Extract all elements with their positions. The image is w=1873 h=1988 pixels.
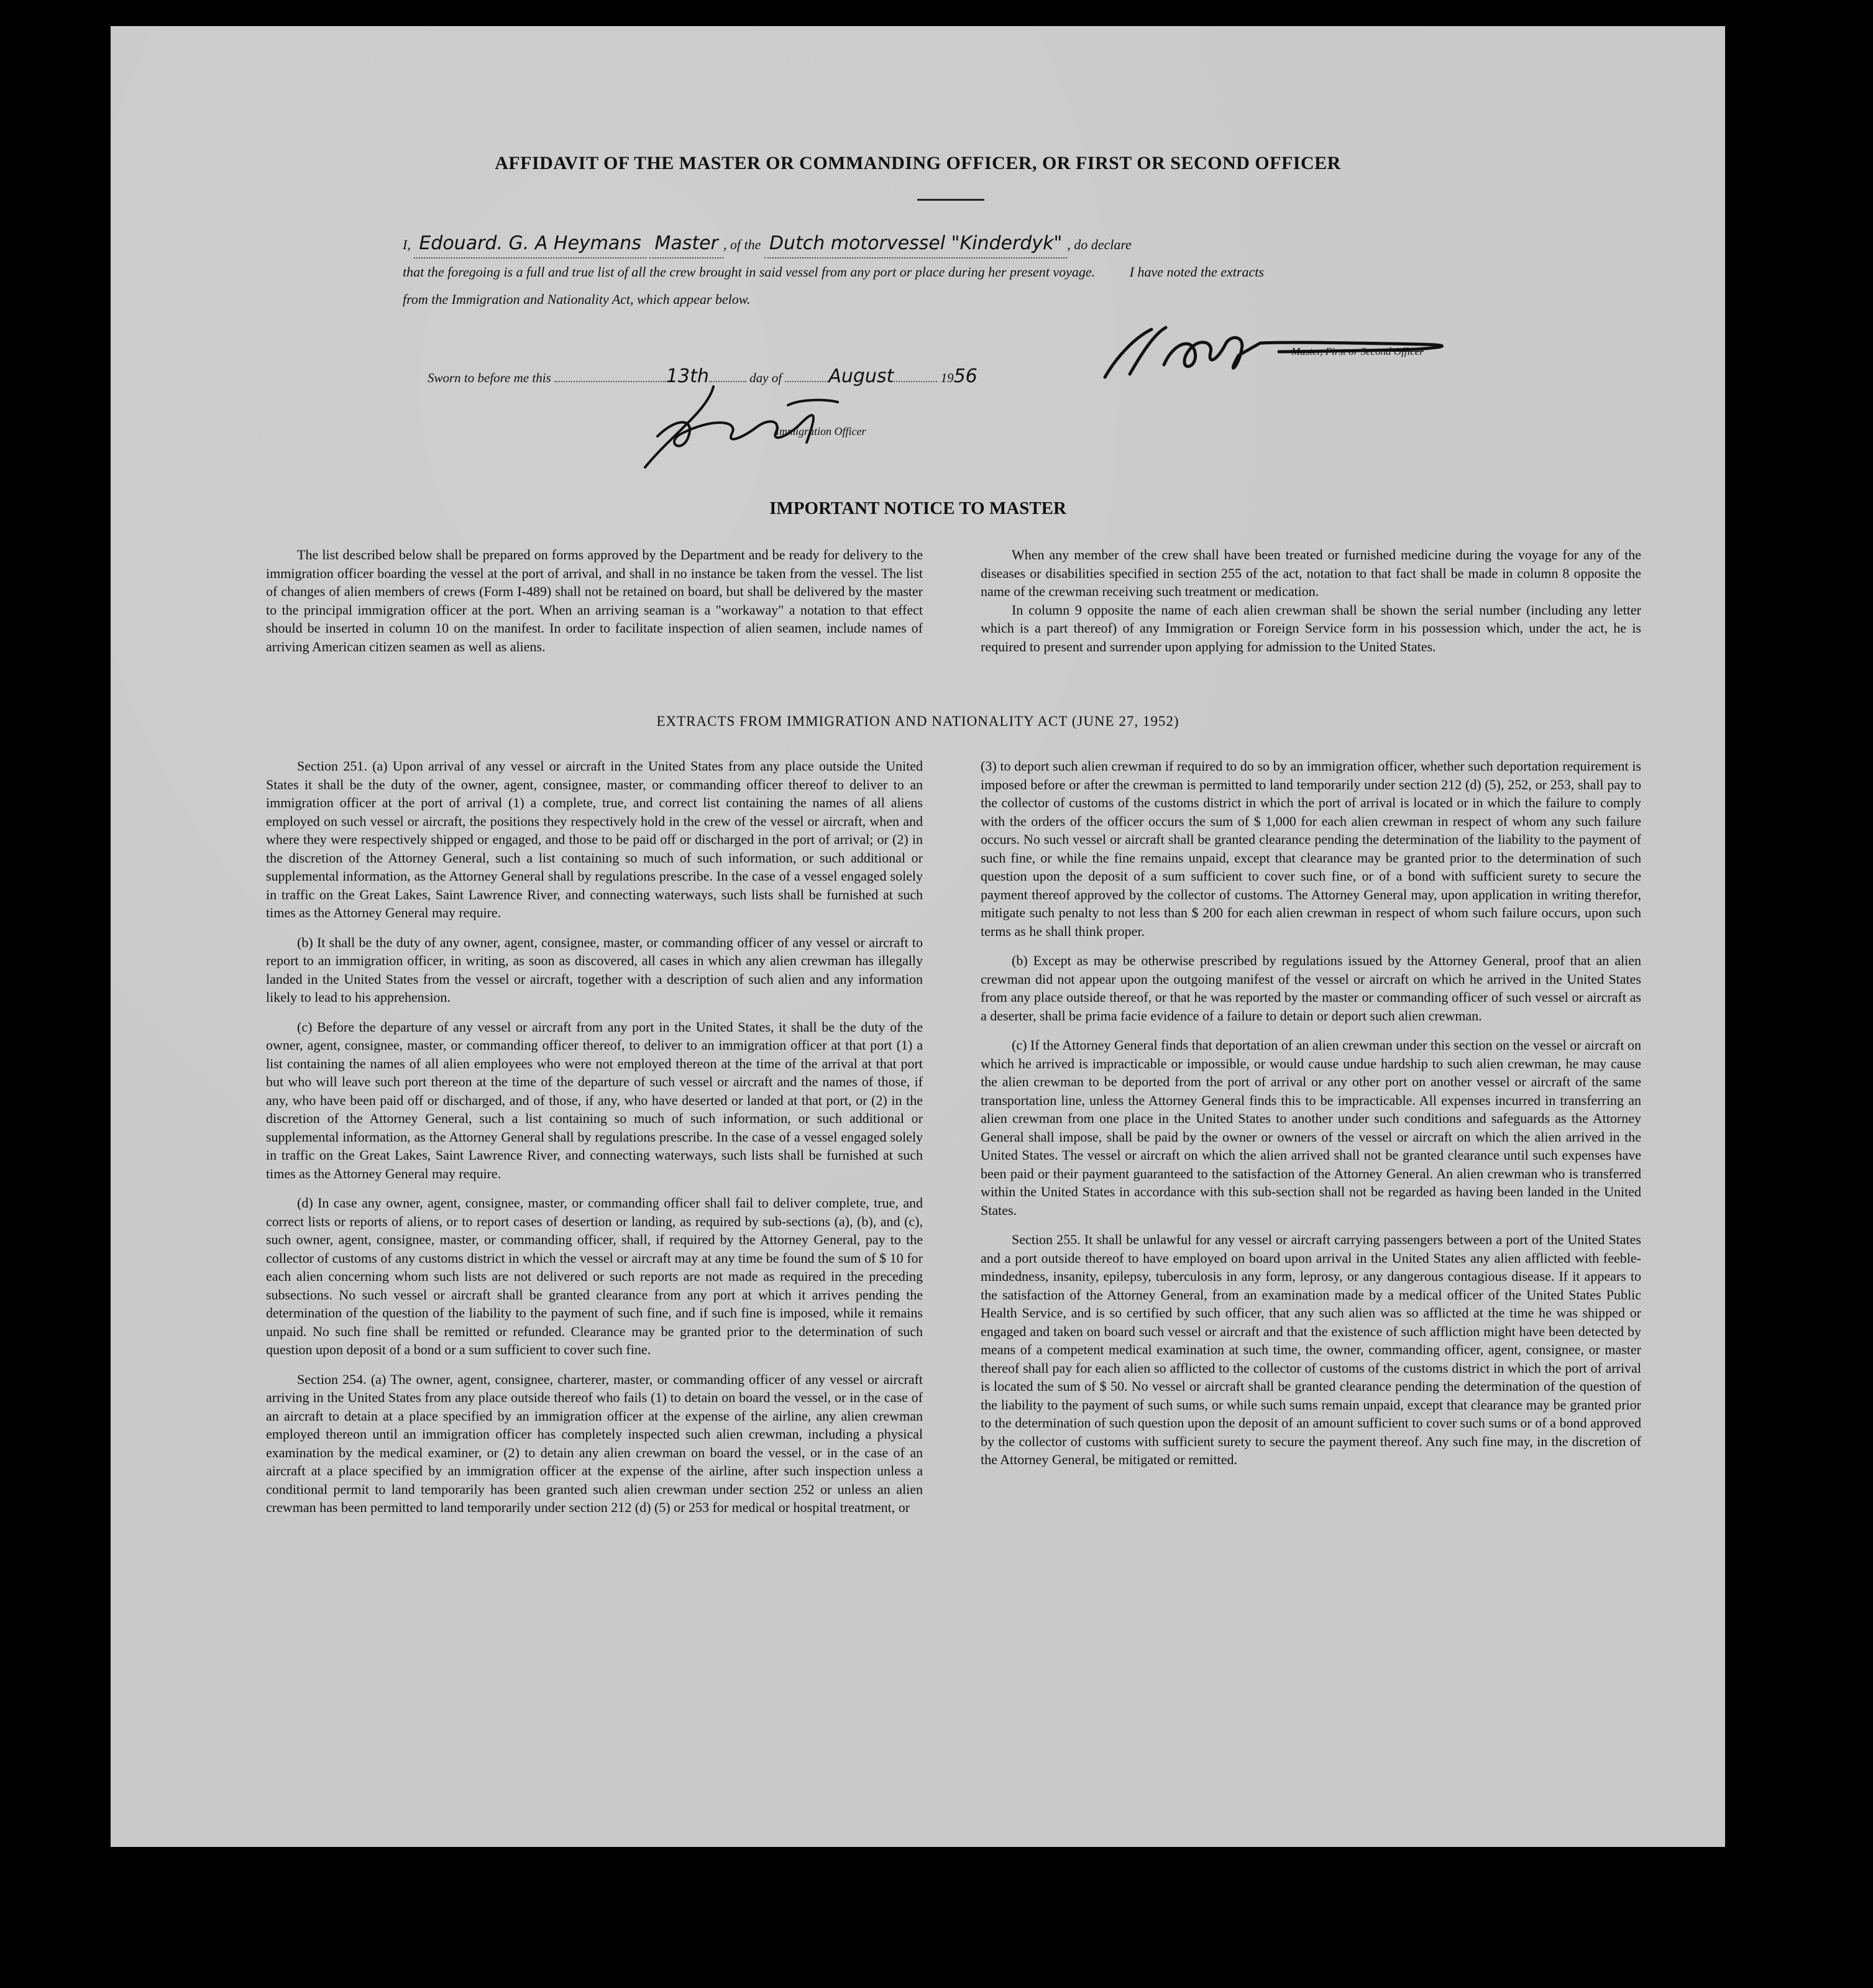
extracts-right-column <box>981 757 1641 1480</box>
binder-hole <box>1750 181 1780 211</box>
extract-paragraph: (c) Before the departure of any vessel or aircraft from any port in the United States, it shall be the duty of the owner, agent, consignee, master, or commanding officer thereof, to deliver to an immigration officer at that port (1) a list containing the names of all alien employees who were not employed thereon at the time of the arrival at that port but who will leave such port thereon at the time of the departure of such vessel or aircraft and the names of those, if any, who have been paid off or discharged, and of those, if any, who have deserted or landed at that port, or (2) in the discretion of the Attorney General, such a list containing so much of such information, or such additional or supplemental information, as the Attorney General shall by regulations prescribe. In the case of a vessel engaged solely in traffic on the Great Lakes, Saint Lawrence River, and connecting waterways, such lists shall be furnished at such times as the Attorney General may require. <box>266 1019 923 1181</box>
sworn-prefix: Sworn to before me this <box>428 370 551 385</box>
immigration-officer-signature <box>620 374 993 474</box>
binder-hole <box>1751 1629 1781 1659</box>
extract-paragraph: (d) In case any owner, agent, consignee, master, or commanding officer shall fail to deliver complete, true, and correct lists or reports of aliens, or to report cases of desertion or landing, as required by sub-sections (a), (b), and (c), such owner, agent, consignee, master, or commanding officer, shall, if required by the Attorney General, pay to the collector of customs of any customs district in which the vessel or aircraft may at any time be found the sum of $ 10 for each alien concerning whom such lists are not delivered or such reports are not made as required in the preceding subsections. No such vessel or aircraft shall be granted clearance from any port at which it arrives pending the determination of the question of the liability to the payment of such fine, and if such fine is imposed, while it remains unpaid. No such fine shall be remitted or refunded. Clearance may be granted prior to the determination of such question upon deposit of a bond or a sum sufficient to cover such fine. <box>266 1195 923 1357</box>
binder-hole <box>1751 1381 1781 1411</box>
vessel-name: Dutch motorvessel "Kinderdyk" <box>764 230 1067 259</box>
year-suffix: 56 <box>953 365 978 387</box>
declaration-line2: that the foregoing is a full and true list of all the crew brought in said vessel from any port or place during her present voyage. <box>403 264 1096 280</box>
binder-hole <box>1746 561 1776 590</box>
extracts-title: EXTRACTS FROM IMMIGRATION AND NATIONALITY ACT (JUNE 27, 1952) <box>656 713 1179 729</box>
notice-title: IMPORTANT NOTICE TO MASTER <box>769 498 1066 518</box>
i-prefix: I, <box>403 237 411 252</box>
notice-left-paragraph: The list described below shall be prepared on forms approved by the Department and be ready for delivery to the immigration officer boarding the vessel at the port of arrival, and shall in no instance be taken from the vessel. The list of changes of alien members of crews (Form I-489) shall not be retained on board, but shall be delivered by the master to the principal immigration officer at the port. When an arriving seaman is a "workaway" a notation to that effect should be inserted in column 10 on the manifest. In order to facilitate inspection of alien seamen, include names of arriving American citizen seamen as well as aliens. <box>266 547 923 654</box>
master-name: Edouard. G. A Heymans <box>414 230 646 259</box>
day-of: day of <box>749 370 782 385</box>
document-page <box>111 26 1725 1847</box>
notice-right-column <box>981 546 1641 667</box>
extract-paragraph: Section 251. (a) Upon arrival of any vessel or aircraft in the United States from any place outside the United States it shall be the duty of the owner, agent, consignee, master, or commanding officer thereof to deliver to an immigration officer at the port of arrival (1) a complete, true, and correct list containing the names of all aliens employed on such vessel or aircraft, the positions they respectively hold in the crew of the vessel or aircraft, when and where they were respectively shipped or engaged, and those to be paid off or discharged in the port of arrival; or (2) in the discretion of the Attorney General, such a list containing so much of such information, or such additional or supplemental information, as the Attorney General shall by regulations prescribe. In the case of a vessel engaged solely in traffic on the Great Lakes, Saint Lawrence River, and connecting waterways, such lists shall be furnished at such times as the Attorney General may require. <box>266 758 923 920</box>
binder-hole <box>1746 119 1776 149</box>
declaration-line2b: I have noted the extracts <box>1129 264 1264 280</box>
extract-paragraph: (c) If the Attorney General finds that deportation of an alien crewman under this section on the vessel or aircraft on which he arrived is impracticable or impossible, or would cause undue hardship to such alien crewman, he may cause the alien crewman to be deported from the port of arrival or any other port on another vessel or aircraft of the same transportation line, unless the Attorney General finds this to be impracticable. All expenses incurred in transferring an alien crewman from one place in the United States to another under such conditions and safeguards as the Attorney General shall impose, shall be paid by the owner or owners of the vessel or aircraft on which the alien arrived in the United States. The vessel or aircraft on which the alien arrived shall not be granted clearance until such expenses have been paid or their payment guaranteed to the satisfaction of the Attorney General. An alien crewman who is transferred within the United States in accordance with this sub-section shall not be regarded as having been landed in the United States. <box>981 1037 1641 1218</box>
affidavit-title: AFFIDAVIT OF THE MASTER OR COMMANDING OFFICER, OR FIRST OR SECOND OFFICER <box>495 153 1341 173</box>
extract-paragraph: (3) to deport such alien crewman if required to do so by an immigration officer, whether such deportation requirement is imposed before or after the crewman is permitted to land temporarily under section 212 (d) (5), 252, or 253, shall pay to the collector of customs of the customs district in which the port of arrival is located or in which the failure to comply with the orders of the officer occurs the sum of $ 1,000 for each alien crewman in respect of whom any such failure occurs. No such vessel or aircraft shall be granted clearance pending the determination of the liability to the payment of such fine, or while the fine remains unpaid, except that clearance may be granted prior to the determination of such question upon the deposit of a sum sufficient to cover such fine, or of a bond with sufficient surety to secure the payment thereof approved by the collector of customs. The Attorney General may, upon application in writing therefor, mitigate such penalty to not less than $ 200 for each alien crewman in respect of whom such failure occurs, upon such terms as he shall think proper. <box>981 758 1641 939</box>
notice-left-column <box>266 546 923 667</box>
extract-paragraph: (b) Except as may be otherwise prescribed by regulations issued by the Attorney General, proof that an alien crewman did not appear upon the outgoing manifest of the vessel or aircraft on which he arrived in the United States from any place outside thereof, or that he was reported by the master or commanding officer of such vessel or aircraft as a deserter, shall be prima facie evidence of a failure to detain or deport such alien crewman. <box>981 953 1641 1024</box>
declaration-text <box>403 230 1614 313</box>
master-rank: Master <box>649 230 723 259</box>
extract-paragraph: Section 254. (a) The owner, agent, consignee, charterer, master, or commanding officer of any vessel or aircraft arriving in the United States from any place outside thereof who fails (1) to detain on board the vessel, or in the case of an aircraft to detain at a place specified by an immigration officer at the expense of the airline, any alien crewman employed thereon until an immigration officer has completely inspected such alien crewman, including a physical examination by the medical examiner, or (2) to detain any alien crewman on board the vessel, or in the case of an aircraft at a place specified by an immigration officer at the expense of the airline, after such inspection unless a conditional permit to land temporarily has been granted such alien crewman under section 252 or unless an alien crewman has been permitted to land temporarily under section 212 (d) (5) or 253 for medical or hospital treatment, or <box>266 1371 923 1515</box>
binder-hole <box>1751 1726 1781 1756</box>
sworn-month: August <box>828 365 894 387</box>
title-rule <box>917 199 984 201</box>
extracts-left-column <box>266 757 923 1528</box>
binder-hole <box>1746 672 1776 702</box>
of-the: , of the <box>723 237 761 252</box>
binder-hole <box>1746 57 1776 87</box>
notice-right-paragraph-1: When any member of the crew shall have been treated or furnished medicine during the voyage for any of the diseases or disabilities specified in section 255 of the act, notation to that fact shall be made in column 8 opposite the name of the crewman receiving such treatment or medication. <box>981 547 1641 599</box>
master-label: Master, <box>1291 346 1323 357</box>
master-signer-label <box>1291 346 1424 358</box>
binder-hole <box>1741 262 1771 292</box>
year-prefix: 19 <box>940 370 954 385</box>
sworn-day: 13th <box>666 365 709 387</box>
notice-right-paragraph-2: In column 9 opposite the name of each alien crewman shall be shown the serial number (including any letter which is a part thereof) of any Immigration or Foreign Service form in his possession which, under the act, he is required to present and surrender upon applying for admission to the United States. <box>981 602 1641 654</box>
binder-hole <box>1751 1213 1781 1243</box>
extract-paragraph: (b) It shall be the duty of any owner, agent, consignee, master, or commanding officer of any vessel or aircraft to report to an immigration officer, in writing, as soon as discovered, all cases in which any alien crewman has illegally landed in the United States from the vessel or aircraft, together with a description of such alien and any information likely to lead to his apprehension. <box>266 934 923 1005</box>
struck-officer-label: First or Second Officer <box>1325 346 1424 357</box>
do-declare: , do declare <box>1067 237 1132 252</box>
declaration-line3: from the Immigration and Nationality Act, which appear below. <box>403 291 751 307</box>
immigration-officer-label: Immigration Officer <box>776 425 866 437</box>
extract-paragraph: Section 255. It shall be unlawful for any vessel or aircraft carrying passengers between a port of the United States and a port outside thereof to have employed on board upon arrival in the United States any alien afflicted with feeble-mindedness, insanity, epilepsy, tuberculosis in any form, leprosy, or any dangerous contagious disease. If it appears to the satisfaction of the Attorney General, from an examination made by a medical officer of the United States Public Health Service, and is so certified by such officer, that any such alien was so afflicted at the time he was shipped or engaged and taken on board such vessel or aircraft and that the existence of such affliction might have been detected by means of a competent medical examination at such time, the owner, commanding officer, agent, consignee, or master thereof shall pay for each alien so afflicted to the collector of customs of the customs district in which the port of arrival is located the sum of $ 50. No vessel or aircraft shall be granted clearance pending the determination of the question of the liability to the payment of such sums, or while such sums remain unpaid, except that clearance may be granted prior to the determination of such question upon the deposit of an amount sufficient to cover such sums or of a bond approved by the collector of customs with sufficient surety to secure the payment thereof. Any such fine may, in the discretion of the Attorney General, be mitigated or remitted. <box>981 1232 1641 1467</box>
